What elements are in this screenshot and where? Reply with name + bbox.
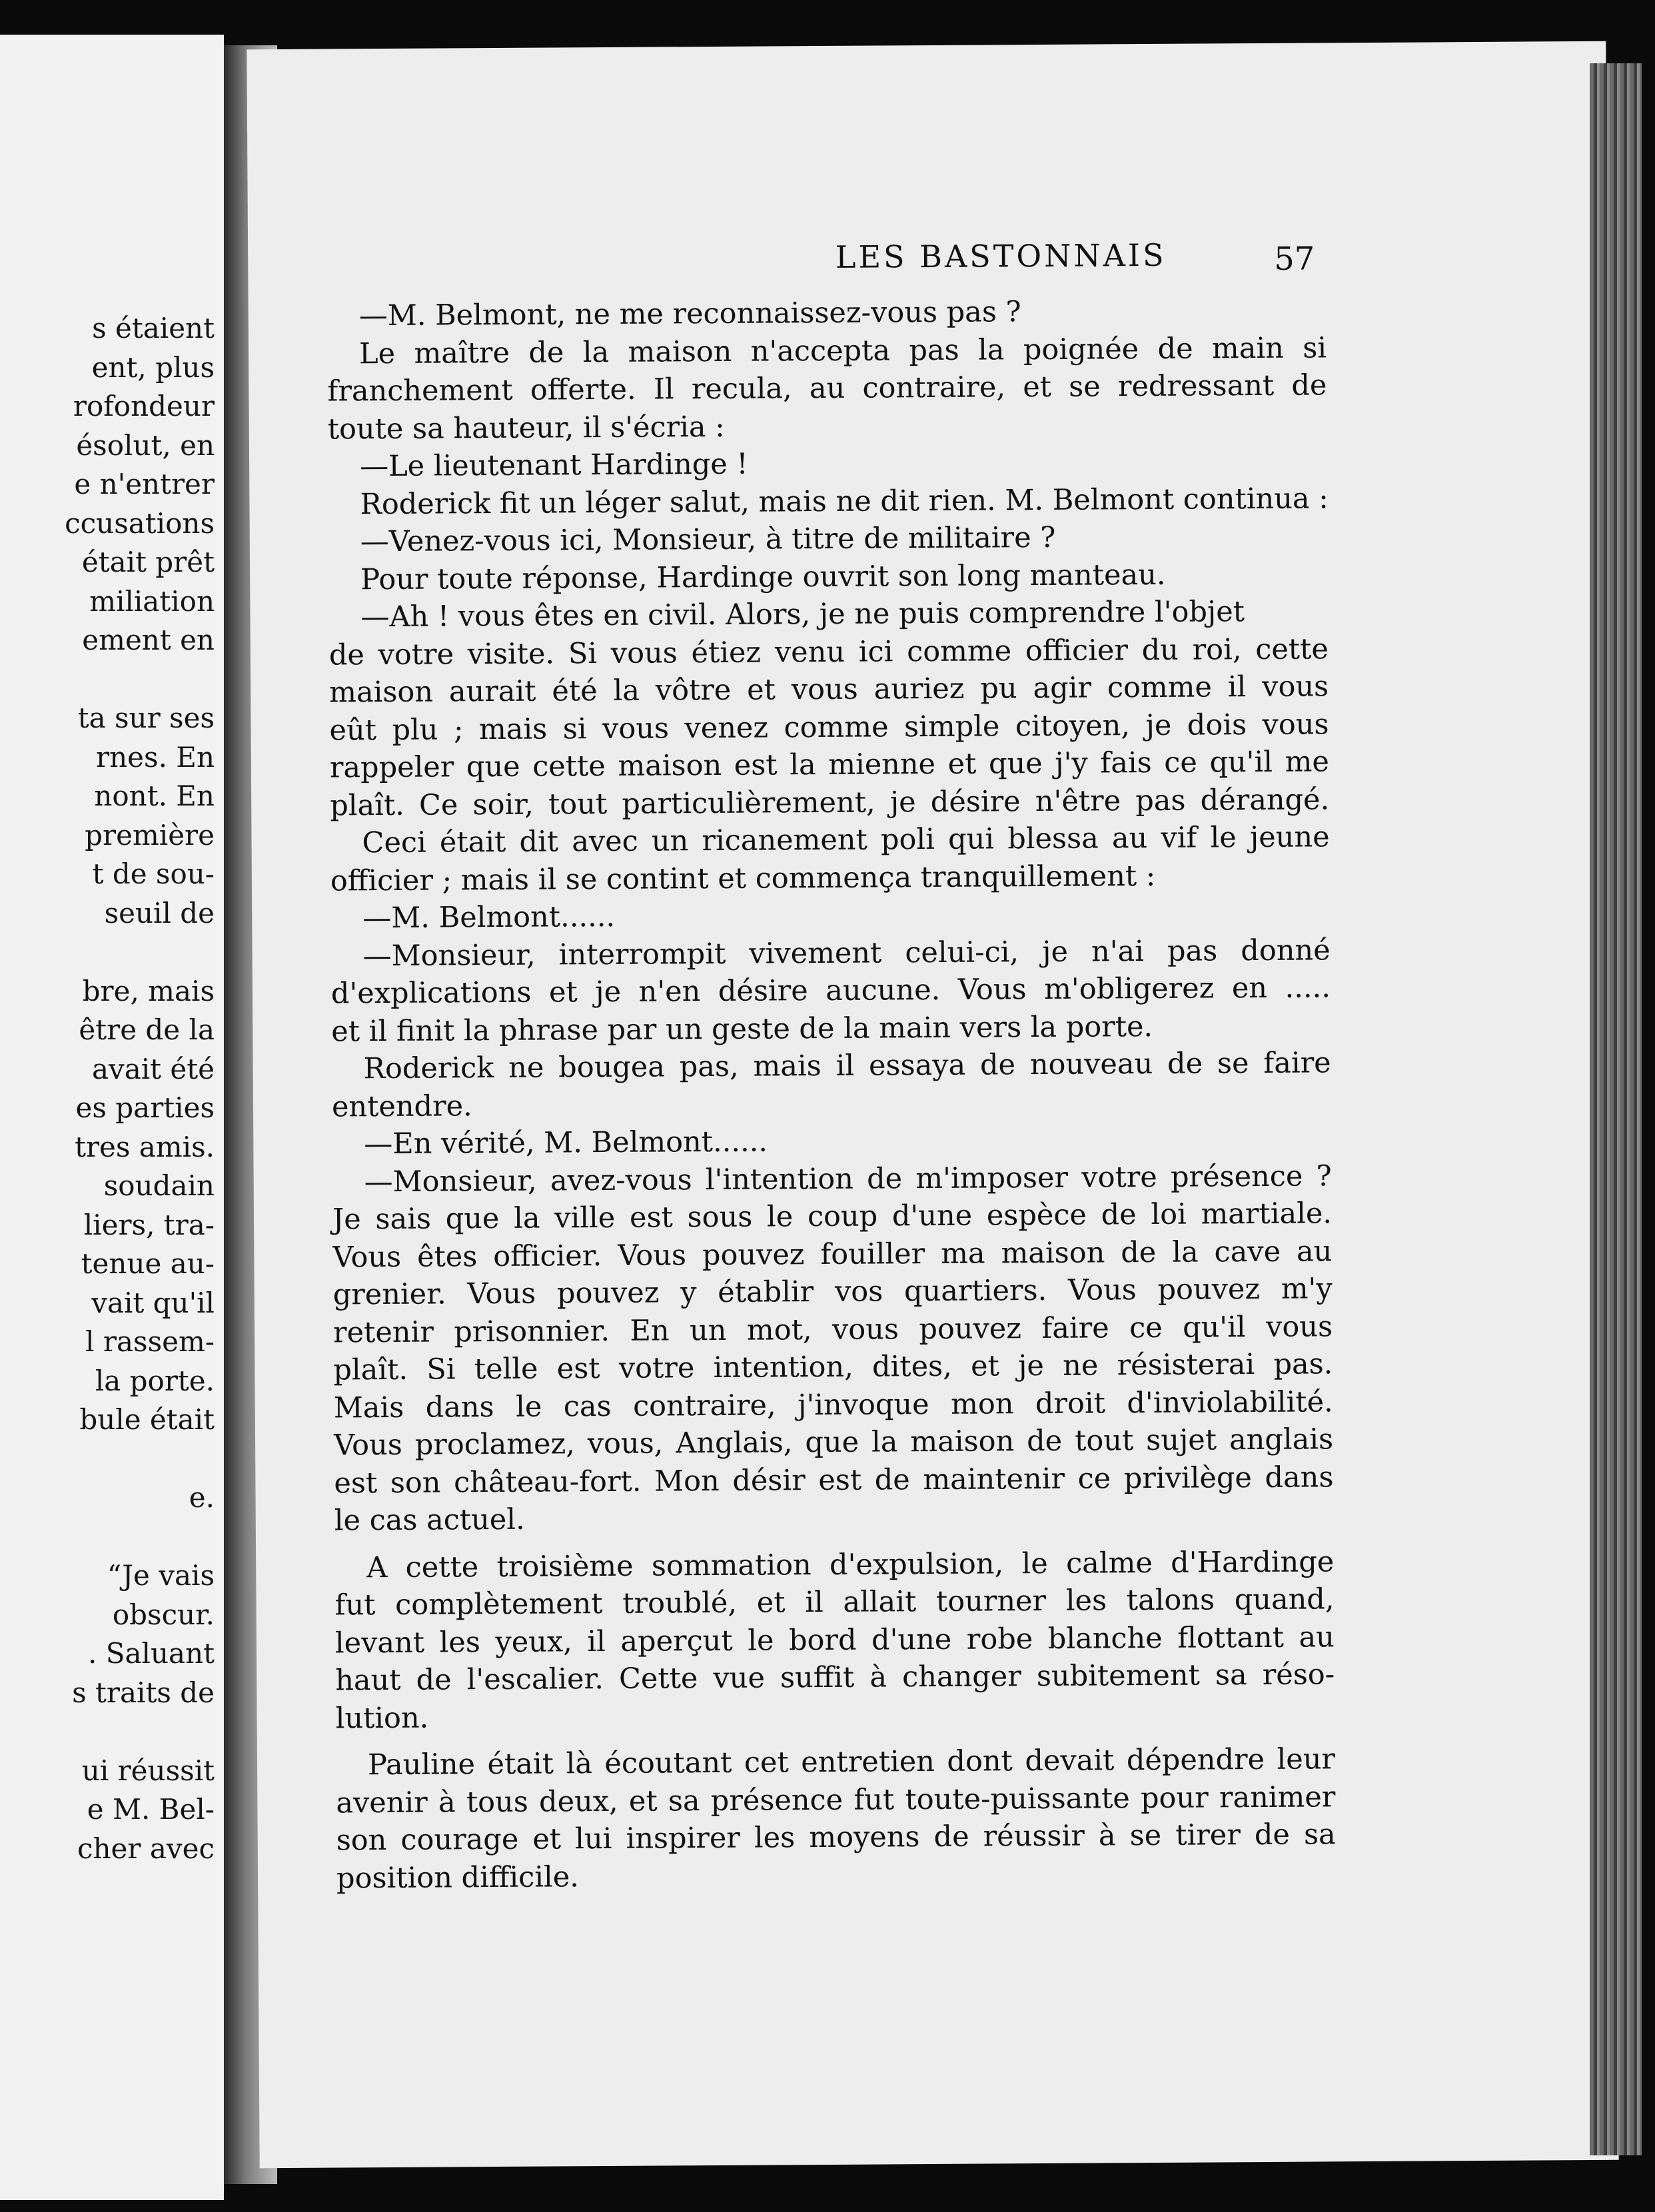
left-page-line: avait été [91,1052,215,1085]
body-line: officier ; mais il se contint et commença tranquillement : [330,859,1156,898]
body-line: Vous proclamez, vous, Anglais, que la maison de tout sujet anglais [333,1422,1334,1462]
left-page-line: était prêt [81,546,215,578]
body-line: —En vérité, M. Belmont...... [364,1125,768,1161]
left-page-line: liers, tra- [83,1208,215,1241]
body-line: eût plu ; mais si vous venez comme simple citoyen, je dois vous [329,707,1329,748]
body-line: plaît. Ce soir, tout particulièrement, je désire n'être pas dérangé. [330,782,1330,823]
running-head: LES BASTONNAIS [835,237,1167,275]
left-page-line: ta sur ses [77,702,215,734]
body-line: —Venez-vous ici, Monsieur, à titre de militaire ? [360,520,1056,559]
body-line: —Le lieutenant Hardinge ! [359,447,748,484]
left-page-line: vait qu'il [91,1286,215,1319]
left-page-line: la porte. [95,1364,215,1397]
body-line: toute sa hauteur, il s'écria : [327,410,725,446]
left-page-line: cher avec [77,1832,215,1865]
left-page-line: e M. Bel- [87,1793,215,1826]
left-page-line: miliation [89,584,215,618]
body-line: de votre visite. Si vous étiez venu ici comme officier du roi, cette [328,632,1329,672]
left-page-line: rnes. En [96,740,215,774]
left-page-line: t de sou- [92,857,215,890]
body-line: lution. [335,1701,429,1735]
body-line: maison aurait été la vôtre et vous auriez pu agir comme il vous [329,670,1329,710]
left-page-line: être de la [79,1013,215,1046]
body-text [327,295,1336,1895]
body-line: —M. Belmont...... [362,899,616,935]
body-line: fut complètement troublé, et il allait tourner les talons quand, [334,1582,1335,1622]
left-page-line: . Saluant [88,1637,215,1670]
left-page-line: obscur. [112,1598,215,1631]
left-page-line: ement en [82,624,215,656]
body-line: —Monsieur, avez-vous l'intention de m'imposer votre présence ? [364,1159,1332,1199]
body-line: position difficile. [336,1860,580,1895]
body-line: rappeler que cette maison est la mienne et que j'y fais ce qu'il me [329,745,1330,785]
body-line: retenir prisonnier. En un mot, vous pouvez faire ce qu'il vous [332,1309,1333,1350]
left-page-line: “Je vais [107,1559,215,1592]
left-page-line: e. [189,1481,215,1514]
body-line: entendre. [331,1089,472,1124]
left-page-line: ent, plus [91,350,215,384]
body-line: avenir à tous deux, et sa présence fut toute-puissante pour ranimer [336,1780,1336,1820]
page-stack-edge [1590,63,1642,2155]
body-line: —M. Belmont, ne me reconnaissez-vous pas ? [358,295,1021,333]
body-line: le cas actuel. [334,1502,525,1538]
left-page-line: ésolut, en [76,428,215,462]
body-line: Le maître de la maison n'accepta pas la poignée de main si [358,330,1327,370]
body-line: levant les yeux, il aperçut le bord d'une robe blanche flottant au [334,1620,1335,1660]
body-line: A cette troisième sommation d'expulsion, le calme d'Hardinge [366,1544,1335,1584]
body-line: Pour toute réponse, Hardinge ouvrit son long manteau. [360,558,1166,596]
left-page-line: rofondeur [73,390,215,422]
left-page-line: nont. En [94,780,215,812]
body-line: est son château-fort. Mon désir est de maintenir ce privilège dans [334,1460,1334,1500]
page-number: 57 [1274,240,1315,278]
body-line: son courage et lui inspirer les moyens de réussir à se tirer de sa [336,1818,1336,1858]
left-page-line: bule était [79,1403,215,1436]
body-line: —Ah ! vous êtes en civil. Alors, je ne puis comprendre l'objet [360,595,1245,634]
body-line: Pauline était là écoutant cet entretien dont devait dépendre leur [367,1742,1336,1782]
left-facing-page [0,35,224,2200]
left-page-line: bre, mais [82,974,215,1007]
left-page-line: s étaient [92,312,215,344]
left-page-line: soudain [103,1169,215,1202]
left-page-line: tenue au- [81,1247,215,1280]
left-page-line: es parties [75,1091,215,1124]
body-line: franchement offerte. Il recula, au contraire, et se redressant de [327,368,1327,408]
left-page-line: ui réussit [81,1754,215,1787]
left-page-line: l rassem- [85,1325,215,1358]
body-line: Je sais que la ville est sous le coup d'une espèce de loi martiale. [332,1197,1333,1237]
body-line: plaît. Si telle est votre intention, dites, et je ne résisterai pas. [333,1347,1333,1387]
body-line: Roderick fit un léger salut, mais ne dit rien. M. Belmont continua : [360,481,1329,521]
body-line: Mais dans le cas contraire, j'invoque mon droit d'inviolabilité. [333,1384,1333,1425]
left-page-line: e n'entrer [74,468,215,500]
body-line: et il finit la phrase par un geste de la main vers la porte. [331,1009,1153,1049]
left-page-line: tres amis. [75,1130,215,1163]
left-page-line: s traits de [72,1676,215,1709]
body-line: —Monsieur, interrompit vivement celui-ci, je n'ai pas donné [362,933,1331,973]
body-line: Roderick ne bougea pas, mais il essaya de nouveau de se faire [363,1046,1331,1086]
left-page-line: ccusations [65,506,215,540]
left-page-line: première [85,818,215,851]
body-line: haut de l'escalier. Cette vue suffit à changer subitement sa réso- [335,1658,1335,1698]
left-page-line: seuil de [104,896,215,929]
body-line: Ceci était dit avec un ricanement poli qui blessa au vif le jeune [362,820,1330,860]
body-line: Vous êtes officier. Vous pouvez fouiller ma maison de la cave au [332,1234,1333,1275]
right-page [247,41,1618,2168]
body-line: d'explications et je n'en désire aucune. Vous m'obligerez en ..... [330,971,1331,1011]
body-line: grenier. Vous pouvez y établir vos quartiers. Vous pouvez m'y [332,1272,1333,1312]
